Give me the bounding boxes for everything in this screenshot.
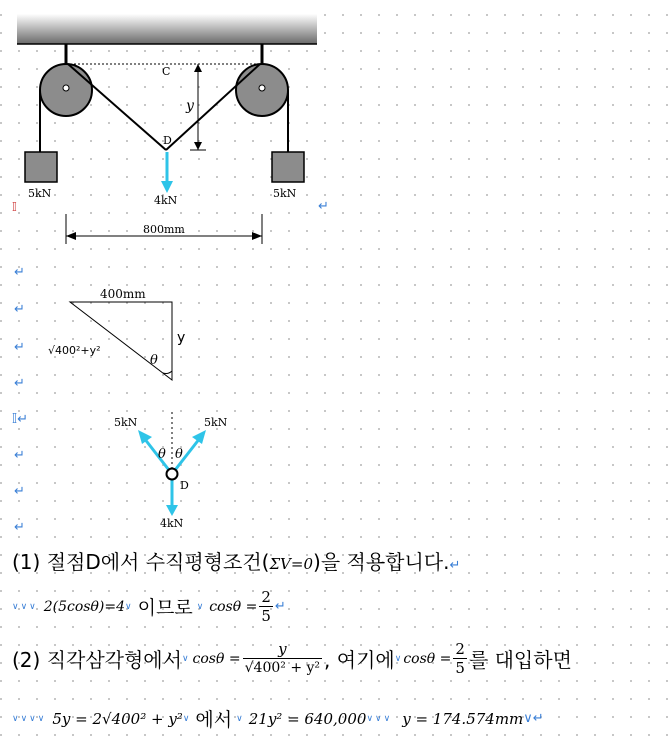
node-label: D — [180, 479, 189, 492]
ceiling — [17, 14, 317, 44]
step1-pre: (1) 절점D에서 수직평형조건( — [12, 550, 270, 574]
force-down-label: 4kN — [160, 517, 184, 530]
step2-cos2: cosθ = — [403, 650, 452, 667]
para-mark: ↵ — [14, 520, 25, 535]
triangle-angle-label: θ — [150, 353, 158, 368]
step2-pre: (2) 직각삼각형에서 — [12, 648, 182, 672]
eq3-a: 5y = 2√400² + y² — [52, 709, 183, 728]
label-d: D — [163, 134, 172, 147]
theta-left-label: θ — [158, 447, 166, 462]
load-center-label: 4kN — [154, 194, 178, 207]
free-body-diagram — [100, 408, 250, 538]
bookmark-mark: 𝕀 — [12, 200, 17, 214]
eq1-mid: 이므로 — [137, 597, 193, 619]
step1-line: (1) 절점D에서 수직평형조건(ΣV=0)을 적용합니다.↵ — [12, 550, 461, 574]
eq1-fraction: $\frac{2}{5}$ — [261, 588, 271, 625]
eq3-line: ∨∨∨∨ 5y = 2√400² + y² ∨ 에서 ∨ 21y² = 640,000 ∨∨∨ y = 174.574mm ∨↵ — [12, 705, 544, 732]
para-mark: ↵ — [318, 199, 329, 214]
eq3-b: 21y² = 640,000 — [248, 709, 367, 728]
para-mark: ↵ — [14, 265, 25, 280]
para-mark: 𝕀↵ — [12, 412, 28, 427]
span-label: 800mm — [143, 223, 185, 236]
step2-cos: cosθ = — [192, 650, 241, 667]
right-weight — [272, 152, 304, 182]
triangle-figure — [0, 280, 200, 390]
theta-right-label: θ — [175, 447, 183, 462]
force-left-label: 5kN — [114, 416, 138, 429]
triangle-hyp-label: √400²+y² — [48, 344, 101, 357]
step2-mid: , 여기에 — [324, 648, 395, 672]
label-y: y — [186, 98, 194, 114]
step1-eq: ΣV=0 — [269, 555, 314, 573]
para-mark: ↵ — [14, 340, 25, 355]
eq1-lhs: 2(5cosθ)=4 — [43, 598, 126, 615]
triangle-base-label: 400mm — [100, 287, 146, 301]
pulley-figure — [0, 0, 340, 250]
eq3-c: y = 174.574mm — [402, 709, 524, 728]
para-mark: ↵ — [14, 302, 25, 317]
step2-fraction2: $\frac{2}{5}$ — [455, 640, 465, 677]
para-mark: ↵ — [14, 484, 25, 499]
eq3-mid: 에서 — [195, 709, 233, 731]
node-d — [167, 469, 178, 480]
step2-line: (2) 직각삼각형에서 ∨ cosθ = $\frac{y}{\text{√400² + y²}}$ , 여기에 ∨ cosθ = $\frac{2}{5}$ 를 대입하면 — [12, 640, 572, 677]
label-c: C — [162, 65, 171, 78]
force-right-label: 5kN — [204, 416, 228, 429]
load-right-label: 5kN — [273, 187, 297, 200]
eq1-line: ∨∨∨ 2(5cosθ)=4 ∨ 이므로 ∨ cosθ = $\frac{2}{5}$ ↵ — [12, 588, 286, 625]
para-mark: ↵ — [14, 448, 25, 463]
para-mark: ↵ — [14, 376, 25, 391]
left-weight — [25, 152, 57, 182]
eq1-cos: cosθ = — [209, 598, 258, 615]
step2-fraction: $\frac{y}{\text{√400² + y²}}$ — [244, 640, 321, 676]
step2-post: 를 대입하면 — [468, 648, 572, 672]
triangle-side-label: y — [177, 330, 186, 346]
load-left-label: 5kN — [28, 187, 52, 200]
step1-post: )을 적용합니다. — [313, 550, 450, 574]
